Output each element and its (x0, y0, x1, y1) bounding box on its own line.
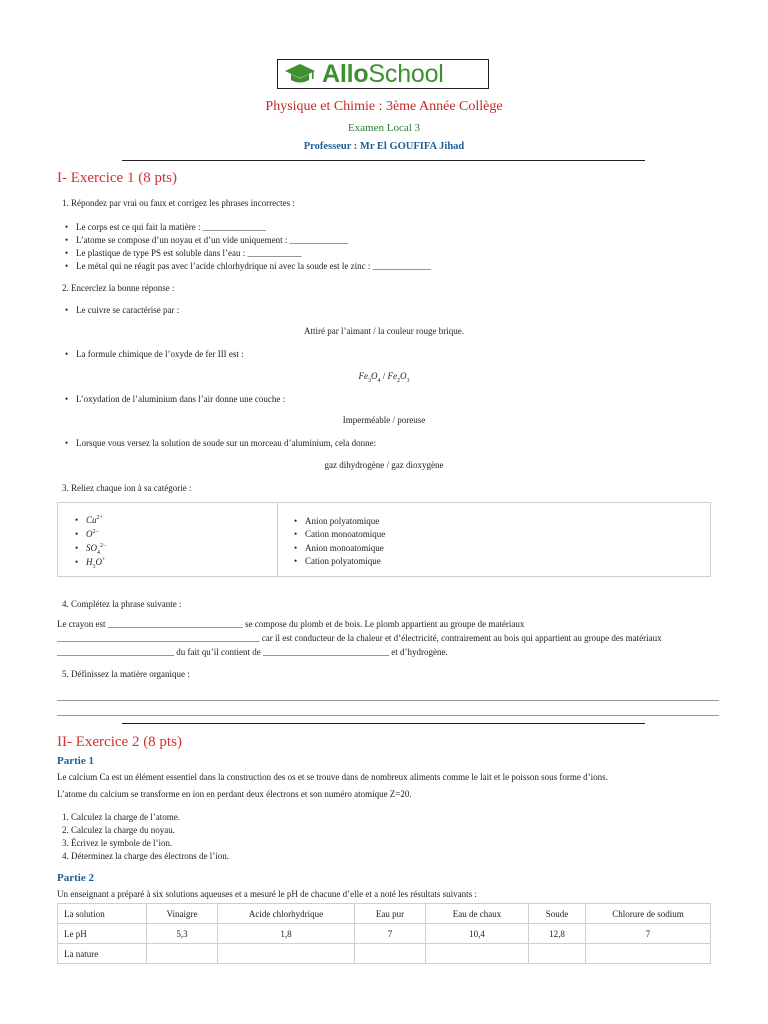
table-row (58, 944, 711, 964)
table-cell: 7 (355, 924, 426, 944)
table-cell: 5,3 (147, 924, 218, 944)
table-header-cell: Vinaigre (147, 904, 218, 924)
partie-1-question: 2. Calculez la charge du noyau. (62, 825, 176, 835)
answer-line (57, 700, 719, 701)
q4-line: _____________________________________________ car il est conducteur de la chaleur et d’électricité, contrairement au bois qui appartient au groupe des matériaux (57, 633, 662, 643)
q1-item: • Le corps est ce qui fait la matière : ______________ (76, 222, 266, 232)
q2-item-choices-formula: $Fe_3O_4 / Fe_2O_3$ (358, 371, 410, 384)
q3-heading: 3. Reliez chaque ion à sa catégorie : (62, 483, 192, 493)
q4-line: Le crayon est ______________________________ se compose du plomb et de bois. Le plomb appartient au groupe de matériaux (57, 619, 525, 629)
q2-item-question: • Le cuivre se caractérise par : (76, 305, 179, 315)
partie-1-question: 3. Écrivez le symbole de l’ion. (62, 838, 173, 848)
table-header-cell: Soude (529, 904, 586, 924)
section-divider (122, 723, 645, 724)
partie-1-question: 4. Déterminez la charge des électrons de l’ion. (62, 851, 230, 861)
graduation-cap-icon (284, 63, 316, 85)
partie-1-question: 1. Calculez la charge de l’atome. (62, 812, 181, 822)
table-cell-empty (426, 944, 529, 964)
ion-matching-box (57, 502, 711, 577)
q2-item-question: • La formule chimique de l’oxyde de fer III est : (76, 349, 244, 359)
partie-1-title: Partie 1 (57, 755, 94, 767)
q4-heading: 4. Complétez la phrase suivante : (62, 599, 182, 609)
logo-text-allo: Allo (322, 60, 369, 88)
q4-line: __________________________ du fait qu’il contient de ____________________________ et d’hydrogène. (57, 647, 448, 657)
q1-item: • L’atome se compose d’un noyau et d’un vide uniquement : _____________ (76, 235, 348, 245)
table-row (58, 904, 711, 924)
alloschool-logo (277, 59, 489, 89)
partie-2-text: Un enseignant a préparé à six solutions aqueuses et a mesuré le pH de chacune d’elle et a noté les résultats suivants : (57, 889, 477, 899)
table-header-cell: La solution (58, 904, 147, 924)
q5-heading: 5. Définissez la matière organique : (62, 669, 190, 679)
q1-heading: 1. Répondez par vrai ou faux et corrigez les phrases incorrectes : (62, 198, 295, 208)
ion-item: • $SO_4^{2-}$ (86, 543, 106, 556)
table-cell-empty (529, 944, 586, 964)
q2-item-question: • Lorsque vous versez la solution de soude sur un morceau d’aluminium, cela donne: (76, 438, 376, 448)
ph-results-table (57, 903, 711, 964)
q2-item-choices: Imperméable / poreuse (342, 415, 426, 425)
table-header-cell: Eau de chaux (426, 904, 529, 924)
ion-item: • $Cu^{2+}$ (86, 515, 103, 525)
ion-category: • Cation monoatomique (305, 529, 385, 539)
partie-1-text: L’atome du calcium se transforme en ion en perdant deux électrons et son numéro atomique Z=20. (57, 789, 412, 799)
table-header-cell: Eau pur (355, 904, 426, 924)
table-header-cell: Chlorure de sodium (586, 904, 711, 924)
ion-category: • Anion polyatomique (305, 516, 379, 526)
exercise-1-title: I- Exercice 1 (8 pts) (57, 170, 177, 186)
ion-item: • $H_3O^+$ (86, 557, 105, 570)
table-row-label: La nature (58, 944, 147, 964)
table-cell: 7 (586, 924, 711, 944)
logo-text-school: School (368, 60, 444, 88)
table-cell-empty (586, 944, 711, 964)
table-cell-empty (147, 944, 218, 964)
table-cell: 12,8 (529, 924, 586, 944)
table-cell: 1,8 (218, 924, 355, 944)
header-divider (122, 160, 645, 161)
answer-line (57, 715, 719, 716)
q2-item-question: • L’oxydation de l’aluminium dans l’air donne une couche : (76, 394, 285, 404)
q1-item: • Le métal qui ne réagit pas avec l’acide chlorhydrique ni avec la soude est le zinc : _____________ (76, 261, 431, 271)
ion-item: • $O^{2-}$ (86, 529, 99, 539)
exam-subtitle: Examen Local 3 (347, 122, 421, 134)
q2-heading: 2. Encerclez la bonne réponse : (62, 283, 175, 293)
table-header-cell: Acide chlorhydrique (218, 904, 355, 924)
professor-name: Professeur : Mr El GOUFIFA Jihad (303, 141, 465, 152)
exercise-2-title: II- Exercice 2 (8 pts) (57, 734, 182, 750)
table-row (58, 924, 711, 944)
ion-category: • Cation polyatomique (305, 556, 381, 566)
q2-item-choices: gaz dihydrogène / gaz dioxygène (324, 460, 444, 470)
q2-item-choices: Attiré par l’aimant / la couleur rouge brique. (304, 326, 464, 336)
ion-box-divider (277, 503, 278, 576)
q1-item: • Le plastique de type PS est soluble dans l’eau : ____________ (76, 248, 301, 258)
table-cell-empty (355, 944, 426, 964)
partie-1-text: Le calcium Ca est un élément essentiel dans la construction des os et se trouve dans de nombreux aliments comme le lait et le poisson sous forme d’ions. (57, 772, 608, 782)
table-cell-empty (218, 944, 355, 964)
table-cell: 10,4 (426, 924, 529, 944)
partie-2-title: Partie 2 (57, 872, 94, 884)
table-row-label: Le pH (58, 924, 147, 944)
page-title: Physique et Chimie : 3ème Année Collège (265, 99, 503, 114)
ion-category: • Anion monoatomique (305, 543, 384, 553)
